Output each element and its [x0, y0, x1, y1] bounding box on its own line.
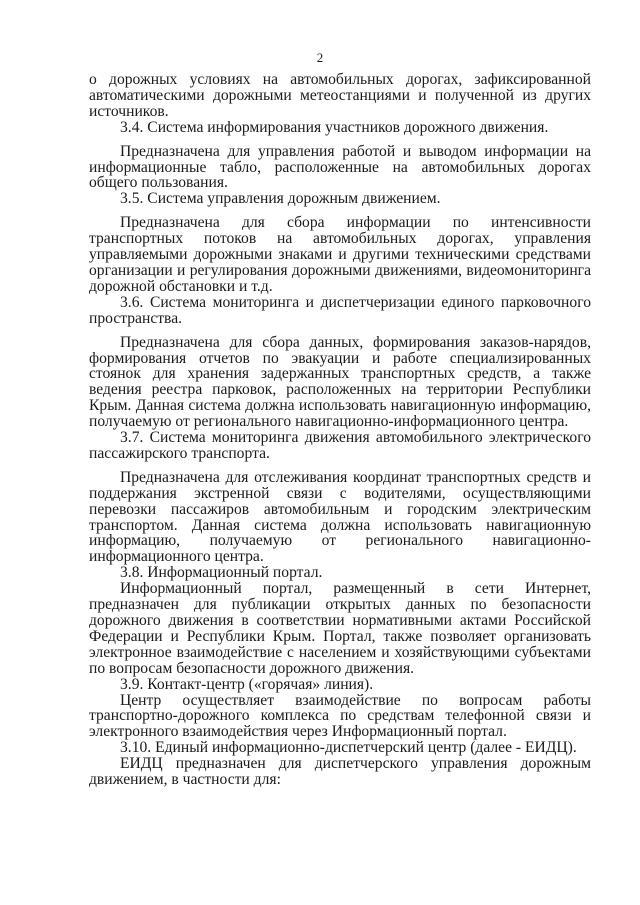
section-heading-3-7: 3.7. Система мониторинга движения автомобильного электрического пассажирского транспорта. — [89, 429, 591, 462]
section-heading-3-5: 3.5. Система управления дорожным движением. — [120, 190, 441, 208]
paragraph-continuation: о дорожных условиях на автомобильных дорогах, зафиксированной автоматическими дорожными метеостанциями и полученной из других источников. — [89, 71, 591, 120]
document-body — [89, 72, 591, 788]
paragraph-3-5-text: Предназначена для сбора информации по интенсивности транспортных потоков на автомобильных дорогах, управления управляемыми дорожными знаками и другими техническими средствами организации и регулирования дорожными движениями, видеомониторинга дорожной обстановки и т.д. — [89, 214, 591, 295]
paragraph-3-9-text: Центр осуществляет взаимодействие по вопросам работы транспортно-дорожного комплекса по средствам телефонной связи и электронного взаимодействия через Информационный портал. — [89, 691, 591, 741]
paragraph-3-10-text: ЕИДЦ предназначен для диспетчерского управления дорожным движением, в частности для: — [89, 755, 591, 789]
paragraph-3-4-text: Предназначена для управления работой и выводом информации на информационные табло, расположенные на автомобильных дорогах общего пользования. — [89, 142, 591, 192]
section-heading-3-4: 3.4. Система информирования участников дорожного движения. — [120, 118, 549, 136]
section-heading-3-8: 3.8. Информационный портал. — [120, 564, 323, 582]
page-number: 2 — [316, 50, 324, 65]
section-heading-3-6: 3.6. Система мониторинга и диспетчеризации единого парковочного пространства. — [89, 293, 591, 327]
section-heading-3-10: 3.10. Единый информационно-диспетчерский центр (далее - ЕИДЦ). — [120, 739, 577, 757]
paragraph-3-6-text: Предназначена для сбора данных, формирования заказов-нарядов, формирования отчетов по эвакуации и работе специализированных стоянок для хранения задержанных транспортных средств, а также ведения реестра парковок, расположенных на территории Республики Крым. Данная система должна использовать навигационную информацию, получаемую от регионального навигационно-информационного центра. — [89, 333, 591, 431]
paragraph-3-8-text: Информационный портал, размещенный в сети Интернет, предназначен для публикации открытых данных по безопасности дорожного движения в соответствии нормативными актами Российской Федерации и Республики Крым. Портал, также позволяет организовать электронное взаимодействие с населением и хозяйствующими субъектами по вопросам безопасности дорожного движения. — [89, 580, 591, 677]
section-heading-3-9: 3.9. Контакт-центр («горячая» линия). — [120, 675, 374, 693]
paragraph-3-7-text: Предназначена для отслеживания координат транспортных средств и поддержания экстренной связи с водителями, осуществляющими перевозки пассажиров автомобильным и городским электрическим транспортом. Данная система должна использовать навигационную информацию, получаемую от регионального навигационно-информационного центра. — [89, 468, 591, 566]
